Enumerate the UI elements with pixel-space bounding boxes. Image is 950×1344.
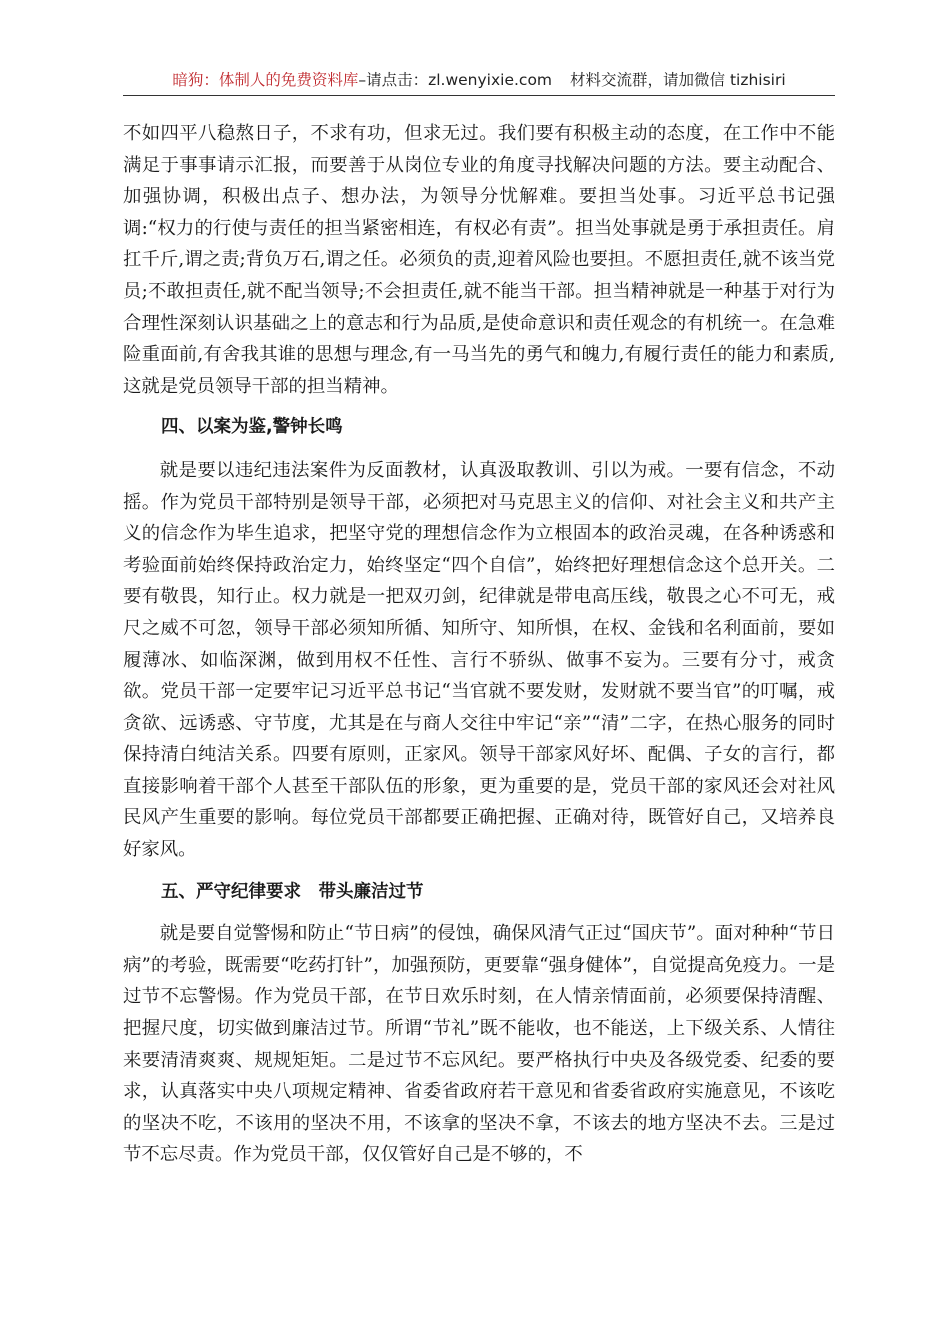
paragraph-section-5: 就是要自觉警惕和防止“节日病”的侵蚀，确保风清气正过“国庆节”。面对种种“节日病”的考验，既需要“吃药打针”，加强预防，更要靠“强身健体”，自觉提高免疫力。一是过节不忘警惕。作为党员干部，在节日欢乐时刻，在人情亲情面前，必须要保持清醒、把握尺度，切实做到廉洁过节。所谓“节礼”既不能收，也不能送，上下级关系、人情往来要清清爽爽、规规矩矩。二是过节不忘风纪。要严格执行中央及各级党委、纪委的要求，认真落实中央八项规定精神、省委省政府若干意见和省委省政府实施意见，不该吃的坚决不吃，不该用的坚决不用，不该拿的坚决不拿，不该去的地方坚决不去。三是过节不忘尽责。作为党员干部，仅仅管好自己是不够的，不 bbox=[123, 923, 835, 1166]
header-group-text: 材料交流群，请加微信 tizhisiri bbox=[570, 71, 786, 89]
header-prompt: –请点击： bbox=[358, 71, 429, 89]
paragraph-section-4: 就是要以违纪违法案件为反面教材，认真汲取教训、引以为戒。一要有信念，不动摇。作为党员干部特别是领导干部，必须把对马克思主义的信仰、对社会主义和共产主义的信念作为毕生追求，把坚守党的理想信念作为立根固本的政治灵魂，在各种诱惑和考验面前始终保持政治定力，始终坚定“四个自信”，始终把好理想信念这个总开关。二要有敬畏，知行止。权力就是一把双刃剑，纪律就是带电高压线，敬畏之心不可无，戒尺之威不可忽，领导干部必须知所循、知所守、知所惧，在权、金钱和名利面前，要如履薄冰、如临深渊，做到用权不任性、言行不骄纵、做事不妄为。三要有分寸，戒贪欲。党员干部一定要牢记习近平总书记“当官就不要发财，发财就不要当官”的叮嘱，戒贪欲、远诱惑、守节度，尤其是在与商人交往中牢记“亲”“清”二字，在热心服务的同时保持清白纯洁关系。四要有原则，正家风。领导干部家风好坏、配偶、子女的言行，都直接影响着干部个人甚至干部队伍的形象，更为重要的是，党员干部的家风还会对社风民风产生重要的影响。每位党员干部都要正确把握、正确对待，既管好自己，又培养良好家风。 bbox=[123, 459, 835, 861]
paragraph-continued: 不如四平八稳熬日子，不求有功，但求无过。我们要有积极主动的态度，在工作中不能满足于事事请示汇报，而要善于从岗位专业的角度寻找解决问题的方法。要主动配合、加强协调，积极出点子、想办法，为领导分忧解难。要担当处事。习近平总书记强调:“权力的行使与责任的担当紧密相连，有权必有责”。担当处事就是勇于承担责任。肩扛千斤,谓之责;背负万石,谓之任。必须负的责,迎着风险也要担。不愿担责任,就不该当党员;不敢担责任,就不配当领导;不会担责任,就不能当干部。担当精神就是一种基于对行为合理性深刻认识基础之上的意志和行为品质,是使命意识和责任观念的有机统一。在急难险重面前,有舍我其谁的思想与理念,有一马当先的勇气和魄力,有履行责任的能力和素质,这就是党员领导干部的担当精神。 bbox=[123, 123, 835, 397]
document-body bbox=[123, 118, 835, 1171]
page-header bbox=[123, 66, 835, 96]
section-heading-4: 四、以案为鉴,警钟长鸣 bbox=[161, 417, 343, 438]
header-url-link[interactable]: zl.wenyixie.com bbox=[428, 71, 553, 89]
header-site-name: 暗狗：体制人的免费资料库 bbox=[172, 71, 359, 89]
section-heading-5: 五、严守纪律要求 带头廉洁过节 bbox=[161, 881, 424, 902]
